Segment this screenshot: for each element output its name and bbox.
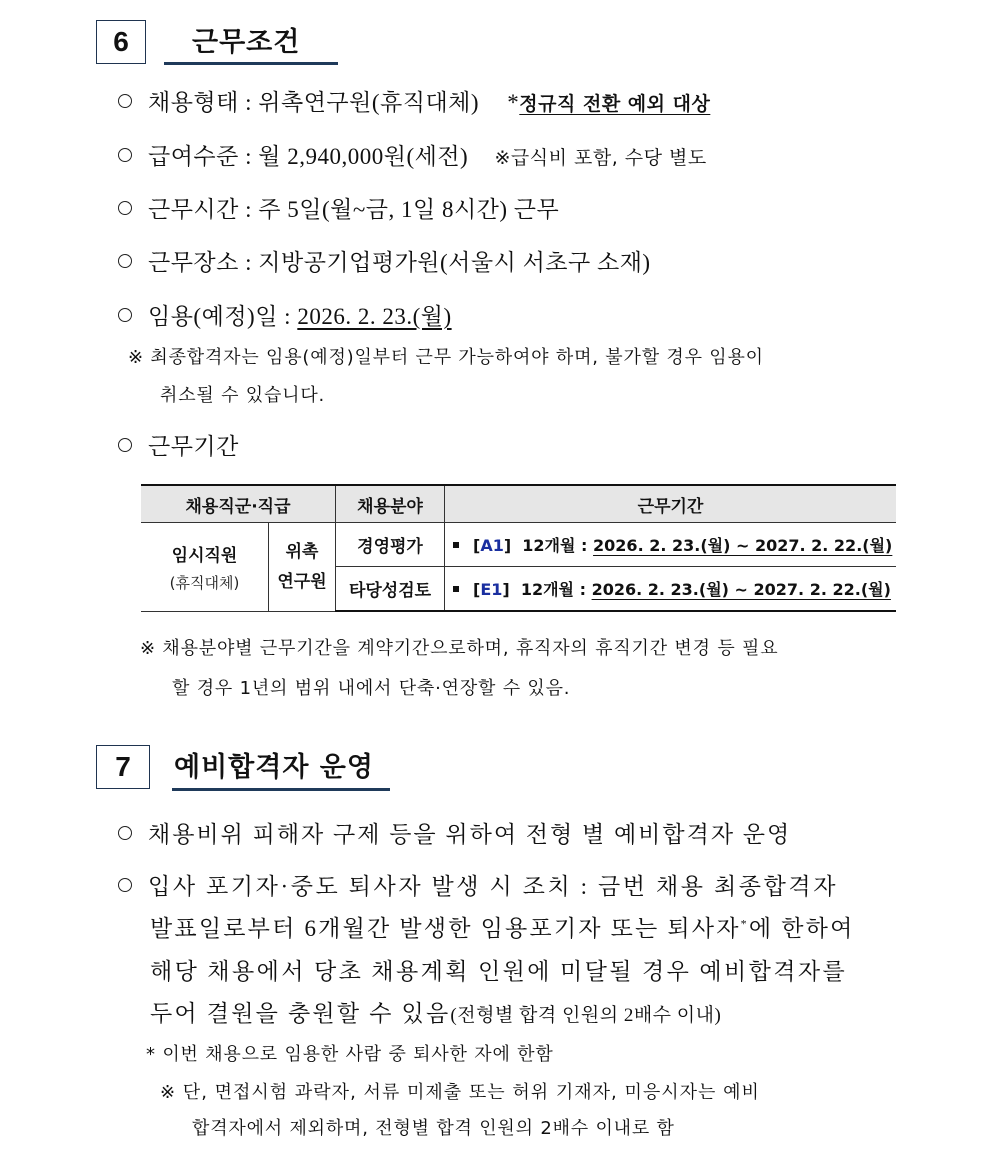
table-row	[141, 523, 896, 567]
circle-bullet-icon	[118, 148, 132, 162]
field-cell: 타당성검토	[336, 567, 445, 612]
circle-bullet-icon	[118, 826, 132, 840]
vacancy-measure-line2: 발표일로부터 6개월간 발생한 임용포기자 또는 퇴사자*에 한하여	[150, 916, 855, 941]
table-header-row	[141, 485, 896, 523]
field-code: E1	[480, 580, 503, 599]
exception-note-line2: 합격자에서 제외하며, 전형별 합격 인원의 2배수 이내로 함	[192, 1118, 675, 1139]
section-7-title: 예비합격자 운영	[174, 752, 374, 783]
square-bullet-icon	[453, 542, 459, 548]
period-cell: [A1] 12개월 : 2026. 2. 23.(월) ~ 2027. 2. 22.(월)	[445, 523, 897, 567]
circle-bullet-icon	[118, 94, 132, 108]
header-job-group: 채용직군·직급	[141, 485, 336, 523]
start-date-note-line2: 취소될 수 있습니다.	[160, 385, 326, 406]
header-period: 근무기간	[445, 485, 897, 523]
rank-cell: 위촉 연구원	[269, 523, 336, 612]
period-note-line2: 할 경우 1년의 범위 내에서 단축·연장할 수 있음.	[172, 678, 571, 699]
work-period-item: 근무기간	[118, 428, 239, 461]
circle-bullet-icon	[118, 878, 132, 892]
section-6-underline	[164, 62, 338, 65]
start-date-item: 임용(예정)일 : 2026. 2. 23.(월)	[118, 298, 452, 331]
circle-bullet-icon	[118, 254, 132, 268]
conversion-exception-note: 정규직 전환 예외 대상	[519, 93, 711, 115]
period-cell: [E1] 12개월 : 2026. 2. 23.(월) ~ 2027. 2. 22.(월)	[445, 567, 897, 612]
square-bullet-icon	[453, 586, 459, 592]
footnote: * 이번 채용으로 임용한 사람 중 퇴사한 자에 한함	[146, 1044, 554, 1065]
reserve-operation-item: 채용비위 피해자 구제 등을 위하여 전형 별 예비합격자 운영	[118, 816, 791, 849]
start-date-value: 2026. 2. 23.(월)	[297, 304, 452, 329]
work-period-table	[141, 484, 896, 612]
section-7-number: 7	[96, 745, 150, 789]
circle-bullet-icon	[118, 308, 132, 322]
period-note-line1: ※ 채용분야별 근무기간을 계약기간으로하며, 휴직자의 휴직기간 변경 등 필요	[140, 638, 779, 659]
hours-item: 근무시간 : 주 5일(월~금, 1일 8시간) 근무	[118, 191, 559, 224]
section-7-underline	[172, 788, 390, 791]
vacancy-measure-line3: 해당 채용에서 당초 채용계획 인원에 미달될 경우 예비합격자를	[150, 959, 848, 984]
vacancy-measure-item: 입사 포기자·중도 퇴사자 발생 시 조치 : 금번 채용 최종합격자	[118, 868, 838, 901]
salary-item: 급여수준 : 월 2,940,000원(세전) ※급식비 포함, 수당 별도	[118, 138, 707, 171]
header-field: 채용분야	[336, 485, 445, 523]
section-6-title: 근무조건	[192, 27, 301, 58]
exception-note-line1: ※ 단, 면접시험 과락자, 서류 미제출 또는 허위 기재자, 미응시자는 예비	[160, 1082, 760, 1103]
circle-bullet-icon	[118, 201, 132, 215]
employment-type-item: 채용형태 : 위촉연구원(휴직대체) *정규직 전환 예외 대상	[118, 84, 710, 117]
location-item: 근무장소 : 지방공기업평가원(서울시 서초구 소재)	[118, 244, 651, 277]
section-6-number: 6	[96, 20, 146, 64]
field-code: A1	[480, 536, 504, 555]
salary-note: ※급식비 포함, 수당 별도	[494, 147, 707, 169]
start-date-note-line1: ※ 최종합격자는 임용(예정)일부터 근무 가능하여야 하며, 불가할 경우 임용이	[128, 347, 764, 368]
vacancy-measure-line4: 두어 결원을 충원할 수 있음(전형별 합격 인원의 2배수 이내)	[150, 1001, 722, 1026]
field-cell: 경영평가	[336, 523, 445, 567]
circle-bullet-icon	[118, 438, 132, 452]
job-group-cell: 임시직원 (휴직대체)	[141, 523, 269, 612]
